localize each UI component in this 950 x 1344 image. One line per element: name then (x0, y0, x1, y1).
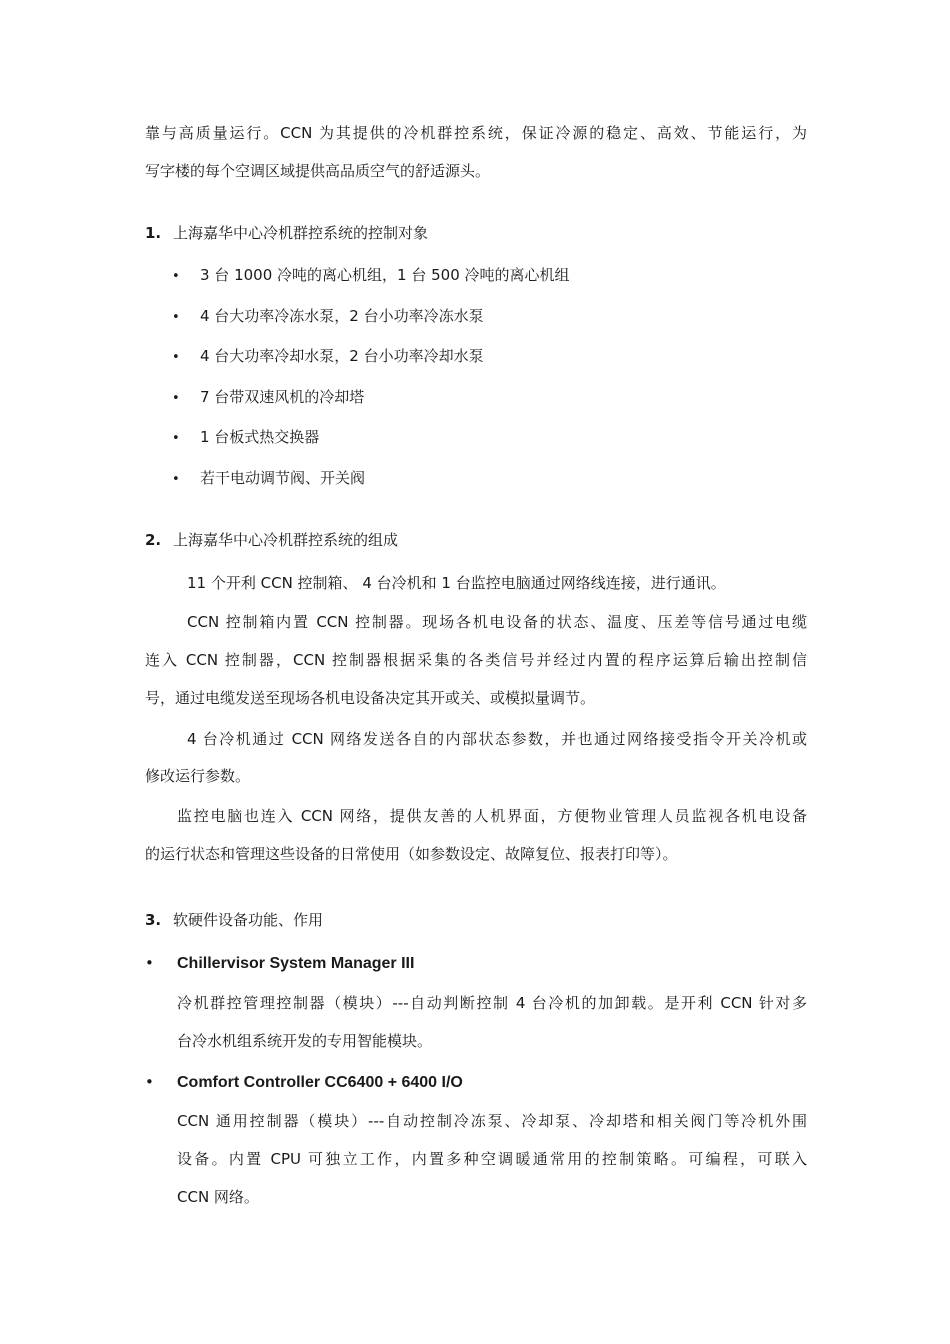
section-2-title: 上海嘉华中心冷机群控系统的组成 (173, 531, 399, 549)
intro-line-1: 靠与高质量运行。CCN 为其提供的冷机群控系统，保证冷源的稳定、高效、节能运行，为 (145, 124, 807, 142)
device-title: Chillervisor System Manager III (177, 955, 415, 972)
section-1-heading (145, 223, 807, 243)
list-item (172, 387, 364, 409)
device-item-heading (145, 953, 414, 974)
intro-line-2: 写字楼的每个空调区域提供高品质空气的舒适源头。 (145, 162, 491, 180)
paragraph-line: 4 台冷机通过 CCN 网络发送各自的内部状态参数，并也通过网络接受指令开关冷机或 (187, 730, 807, 748)
paragraph-line: 的运行状态和管理这些设备的日常使用（如参数设定、故障复位、报表打印等）。 (145, 845, 678, 863)
paragraph-line: 台冷水机组系统开发的专用智能模块。 (177, 1032, 433, 1050)
list-item (172, 306, 484, 328)
section-1-title: 上海嘉华中心冷机群控系统的控制对象 (173, 224, 429, 242)
list-item (172, 427, 319, 449)
list-item-text: 7 台带双速风机的冷却塔 (200, 388, 365, 406)
list-item-text: 4 台大功率冷却水泵，2 台小功率冷却水泵 (200, 347, 484, 365)
paragraph-line: 监控电脑也连入 CCN 网络，提供友善的人机界面，方便物业管理人员监视各机电设备 (177, 807, 807, 825)
list-item-text: 3 台 1000 冷吨的离心机组，1 台 500 冷吨的离心机组 (200, 266, 570, 284)
device-title: Comfort Controller CC6400 + 6400 I/O (177, 1074, 463, 1091)
list-item-text: 1 台板式热交换器 (200, 428, 320, 446)
paragraph-line: 11 个开利 CCN 控制箱、 4 台冷机和 1 台监控电脑通过网络线连接，进行通讯。 (187, 574, 726, 592)
bullet-icon: • (172, 269, 180, 284)
bullet-icon: • (145, 954, 154, 972)
bullet-icon: • (172, 350, 180, 365)
bullet-icon: • (172, 472, 180, 487)
section-3-heading (145, 910, 807, 930)
list-item (172, 468, 365, 490)
paragraph-line: CCN 网络。 (177, 1188, 259, 1206)
paragraph-line: 冷机群控管理控制器（模块）---自动判断控制 4 台冷机的加卸载。是开利 CCN 针对多 (177, 994, 807, 1012)
section-2-number: 2. (145, 531, 162, 549)
paragraph-line: 修改运行参数。 (145, 767, 251, 785)
list-item (172, 346, 484, 368)
paragraph-line: 连入 CCN 控制器，CCN 控制器根据采集的各类信号并经过内置的程序运算后输出控制信 (145, 651, 807, 669)
device-item-heading (145, 1072, 463, 1093)
section-2-heading (145, 530, 807, 550)
bullet-icon: • (145, 1073, 154, 1091)
paragraph-line: 设备。内置 CPU 可独立工作，内置多种空调暖通常用的控制策略。可编程，可联入 (177, 1150, 807, 1168)
bullet-icon: • (172, 431, 180, 446)
paragraph-line: CCN 控制箱内置 CCN 控制器。现场各机电设备的状态、温度、压差等信号通过电缆 (187, 613, 807, 631)
bullet-icon: • (172, 391, 180, 406)
section-3-number: 3. (145, 911, 162, 929)
list-item-text: 4 台大功率冷冻水泵，2 台小功率冷冻水泵 (200, 307, 484, 325)
list-item (172, 265, 570, 287)
paragraph-line: 号，通过电缆发送至现场各机电设备决定其开或关、或模拟量调节。 (145, 689, 596, 707)
list-item-text: 若干电动调节阀、开关阀 (200, 469, 366, 487)
paragraph-line: CCN 通用控制器（模块）---自动控制冷冻泵、冷却泵、冷却塔和相关阀门等冷机外围 (177, 1112, 807, 1130)
bullet-icon: • (172, 310, 180, 325)
section-1-number: 1. (145, 224, 162, 242)
section-3-title: 软硬件设备功能、作用 (173, 911, 324, 929)
